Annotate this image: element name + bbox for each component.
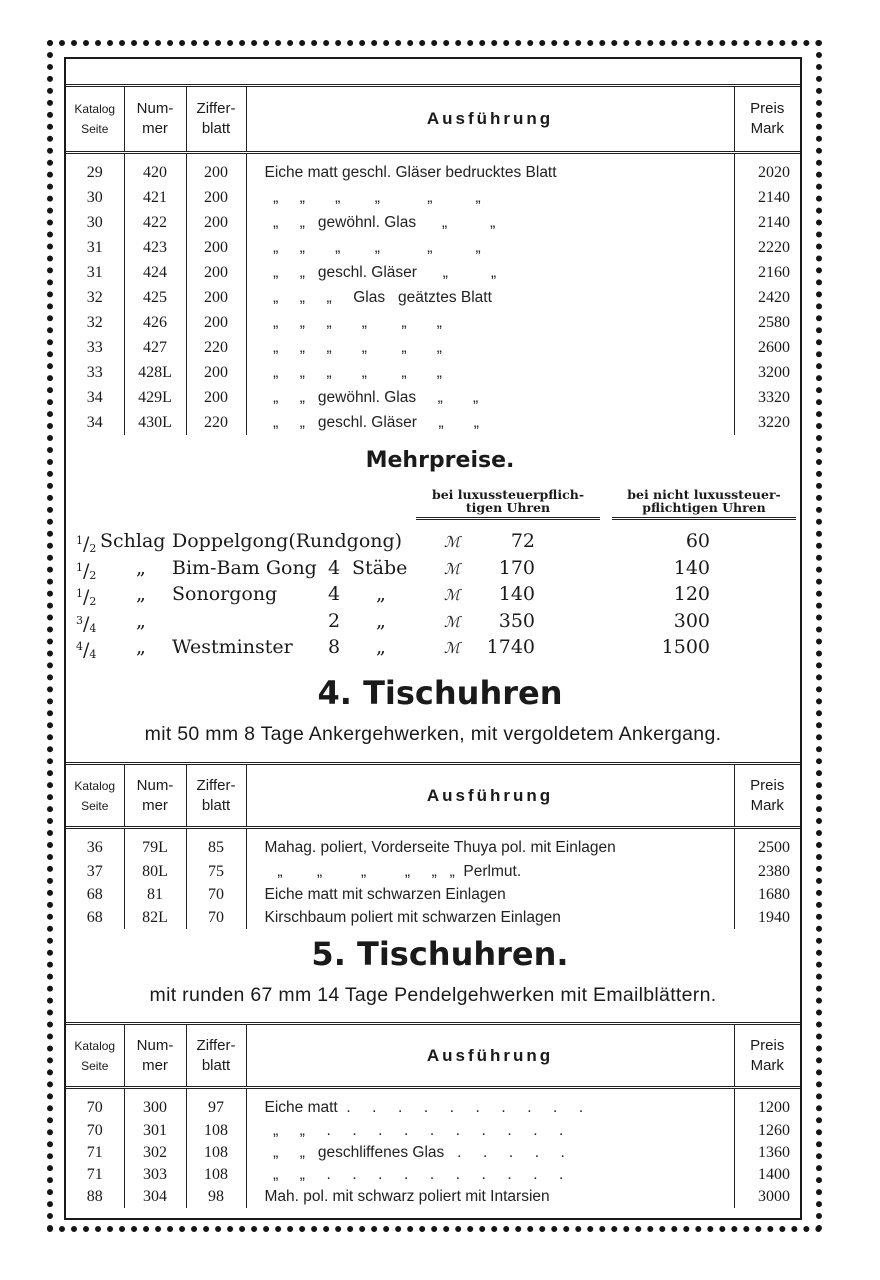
- nummer-cell: 301: [124, 1120, 186, 1142]
- ausfuehrung-cell: Mah. pol. mit schwarz poliert mit Intarsien: [246, 1186, 734, 1208]
- katalog-seite-cell: 36: [86, 839, 103, 856]
- price-luxury: 1740: [486, 636, 535, 658]
- zifferblatt-cell: 108: [186, 1120, 246, 1142]
- nummer-cell: 429L: [124, 385, 186, 410]
- table-row: [66, 1088, 800, 1121]
- ausfuehrung-cell: „ „ geschl. Gläser „ „: [246, 260, 734, 285]
- header-zifferblatt: Ziffer- blatt: [186, 764, 246, 828]
- price-non-luxury: 300: [673, 609, 710, 632]
- mehrpreise-row: [76, 555, 796, 581]
- katalog-seite-cell: 71: [86, 1144, 103, 1161]
- gong-unit: „: [376, 609, 386, 632]
- ausfuehrung-cell: „ „ „ „ „ „: [246, 235, 734, 260]
- header-katalog-seite: Katalog Seite: [66, 764, 124, 828]
- katalog-seite-cell: 33: [86, 364, 103, 381]
- price-luxury: 350: [498, 609, 535, 632]
- price-luxury: 170: [498, 556, 535, 579]
- katalog-seite-cell: 34: [86, 389, 103, 406]
- mehrpreise-col2-header: bei nicht luxussteuer- pflichtigen Uhren: [612, 488, 796, 520]
- header-preis-mark: Preis Mark: [734, 1024, 800, 1088]
- ausfuehrung-cell: „ „ „ „ „ „: [246, 185, 734, 210]
- price-luxury: 140: [498, 583, 535, 605]
- header-nummer: Num- mer: [124, 764, 186, 828]
- table-row: [66, 1120, 800, 1142]
- table-row: [66, 1164, 800, 1186]
- table-row: [66, 860, 800, 883]
- section-5-subtitle: mit runden 67 mm 14 Tage Pendelgehwerken mit Emailblättern.: [149, 984, 717, 1006]
- nummer-cell: 300: [124, 1088, 186, 1121]
- table-row: [66, 335, 800, 360]
- gong-unit: Stäbe: [352, 556, 408, 579]
- ausfuehrung-cell: „ „ gewöhnl. Glas „ „: [246, 385, 734, 410]
- ausfuehrung-cell: Eiche matt . . . . . . . . . .: [246, 1088, 734, 1121]
- preis-cell: 1200: [734, 1088, 800, 1121]
- section-5-title: 5. Tischuhren.: [311, 935, 569, 973]
- nummer-cell: 421: [124, 185, 186, 210]
- schlag-type: Schlag: [100, 530, 166, 552]
- header-zifferblatt: Ziffer- blatt: [186, 86, 246, 153]
- preis-cell: 1360: [734, 1142, 800, 1164]
- gong-count: 8: [328, 636, 341, 658]
- zifferblatt-cell: 200: [186, 235, 246, 260]
- table-row: [66, 906, 800, 929]
- ditto-mark: „: [136, 636, 146, 658]
- zifferblatt-cell: 70: [186, 906, 246, 929]
- zifferblatt-cell: 200: [186, 185, 246, 210]
- ausfuehrung-cell: „ „ . . . . . . . . . .: [246, 1164, 734, 1186]
- table-row: [66, 210, 800, 235]
- ausfuehrung-cell: Eiche matt geschl. Gläser bedrucktes Blatt: [246, 153, 734, 186]
- ditto-mark: „: [136, 556, 146, 579]
- section-4-subtitle: mit 50 mm 8 Tage Ankergehwerken, mit vergoldetem Ankergang.: [144, 723, 722, 745]
- katalog-seite-cell: 71: [86, 1166, 103, 1183]
- mark-currency-icon: ℳ: [444, 559, 461, 578]
- ausfuehrung-cell: „ „ „ „ „ „: [246, 360, 734, 385]
- nummer-cell: 80L: [124, 860, 186, 883]
- nummer-cell: 420: [124, 153, 186, 186]
- fraction: $^3/_4$: [76, 612, 97, 635]
- zifferblatt-cell: 200: [186, 285, 246, 310]
- zifferblatt-cell: 200: [186, 153, 246, 186]
- header-katalog-seite: Katalog Seite: [66, 86, 124, 153]
- price-table-4: [66, 762, 800, 929]
- preis-cell: 1940: [734, 906, 800, 929]
- zifferblatt-cell: 200: [186, 260, 246, 285]
- preis-cell: 3000: [734, 1186, 800, 1208]
- zifferblatt-cell: 200: [186, 310, 246, 335]
- header-preis-mark: Preis Mark: [734, 764, 800, 828]
- table-row: [66, 235, 800, 260]
- header-nummer: Num- mer: [124, 1024, 186, 1088]
- gong-name: Doppelgong(Rundgong): [172, 530, 403, 552]
- nummer-cell: 304: [124, 1186, 186, 1208]
- preis-cell: 1680: [734, 883, 800, 906]
- price-non-luxury: 60: [685, 530, 710, 552]
- preis-cell: 2020: [734, 153, 800, 186]
- gong-unit: „: [376, 636, 386, 658]
- table-row: [66, 410, 800, 435]
- preis-cell: 2160: [734, 260, 800, 285]
- gong-name: Westminster: [172, 636, 293, 658]
- katalog-seite-cell: 32: [86, 289, 103, 306]
- ausfuehrung-cell: Kirschbaum poliert mit schwarzen Einlagen: [246, 906, 734, 929]
- nummer-cell: 302: [124, 1142, 186, 1164]
- table-row: [66, 185, 800, 210]
- nummer-cell: 425: [124, 285, 186, 310]
- zifferblatt-cell: 200: [186, 385, 246, 410]
- gong-count: 4: [328, 583, 341, 605]
- ausfuehrung-cell: Eiche matt mit schwarzen Einlagen: [246, 883, 734, 906]
- zifferblatt-cell: 98: [186, 1186, 246, 1208]
- header-katalog-seite: Katalog Seite: [66, 1024, 124, 1088]
- preis-cell: 1400: [734, 1164, 800, 1186]
- katalog-seite-cell: 30: [86, 214, 103, 231]
- mark-currency-icon: ℳ: [444, 612, 461, 631]
- ausfuehrung-cell: „ „ geschl. Gläser „ „: [246, 410, 734, 435]
- nummer-cell: 427: [124, 335, 186, 360]
- zifferblatt-cell: 220: [186, 410, 246, 435]
- price-luxury: 72: [510, 530, 535, 552]
- price-non-luxury: 140: [673, 556, 710, 579]
- zifferblatt-cell: 200: [186, 360, 246, 385]
- preis-cell: 1260: [734, 1120, 800, 1142]
- gong-unit: „: [376, 583, 386, 605]
- nummer-cell: 303: [124, 1164, 186, 1186]
- katalog-seite-cell: 33: [86, 339, 103, 356]
- table-row: [66, 828, 800, 861]
- ausfuehrung-cell: „ „ „ „ „ „: [246, 310, 734, 335]
- zifferblatt-cell: 108: [186, 1164, 246, 1186]
- preis-cell: 2140: [734, 185, 800, 210]
- nummer-cell: 82L: [124, 906, 186, 929]
- ditto-mark: „: [136, 583, 146, 605]
- katalog-seite-cell: 70: [86, 1099, 103, 1116]
- preis-cell: 2580: [734, 310, 800, 335]
- fraction: $^4/_4$: [76, 639, 97, 661]
- nummer-cell: 81: [124, 883, 186, 906]
- katalog-seite-cell: 29: [86, 164, 103, 181]
- mehrpreise-title: Mehrpreise.: [365, 448, 515, 473]
- price-non-luxury: 1500: [661, 636, 710, 658]
- preis-cell: 3220: [734, 410, 800, 435]
- table-row: [66, 310, 800, 335]
- nummer-cell: 422: [124, 210, 186, 235]
- nummer-cell: 430L: [124, 410, 186, 435]
- table-row: [66, 1142, 800, 1164]
- katalog-seite-cell: 68: [86, 886, 103, 903]
- nummer-cell: 424: [124, 260, 186, 285]
- nummer-cell: 426: [124, 310, 186, 335]
- header-ausfuehrung: Ausführung: [246, 1024, 734, 1088]
- header-nummer: Num- mer: [124, 86, 186, 153]
- preis-cell: 2380: [734, 860, 800, 883]
- mehrpreise-row: [76, 608, 796, 634]
- gong-name: Bim-Bam Gong: [172, 556, 317, 579]
- header-zifferblatt: Ziffer- blatt: [186, 1024, 246, 1088]
- ausfuehrung-cell: „ „ „ „ „ „ Perlmut.: [246, 860, 734, 883]
- katalog-seite-cell: 37: [86, 863, 103, 880]
- mehrpreise-row: [76, 634, 796, 660]
- mehrpreise-col1-header: bei luxussteuerpflich- tigen Uhren: [416, 488, 600, 520]
- gong-count: 4: [328, 556, 341, 579]
- fraction: $^1/_2$: [76, 586, 97, 608]
- zifferblatt-cell: 200: [186, 210, 246, 235]
- zifferblatt-cell: 75: [186, 860, 246, 883]
- zifferblatt-cell: 70: [186, 883, 246, 906]
- table-row: [66, 385, 800, 410]
- preis-cell: 2140: [734, 210, 800, 235]
- zifferblatt-cell: 97: [186, 1088, 246, 1121]
- ditto-mark: „: [136, 609, 146, 632]
- katalog-seite-cell: 32: [86, 314, 103, 331]
- mark-currency-icon: ℳ: [444, 533, 461, 551]
- table-row: [66, 260, 800, 285]
- mark-currency-icon: ℳ: [444, 639, 461, 657]
- table-row: [66, 883, 800, 906]
- mehrpreise-row: [76, 581, 796, 607]
- katalog-seite-cell: 30: [86, 189, 103, 206]
- price-table-1: [66, 84, 800, 435]
- zifferblatt-cell: 108: [186, 1142, 246, 1164]
- price-non-luxury: 120: [673, 583, 710, 605]
- ausfuehrung-cell: Mahag. poliert, Vorderseite Thuya pol. mit Einlagen: [246, 828, 734, 861]
- table-row: [66, 1186, 800, 1208]
- ausfuehrung-cell: „ „ „ „ „ „: [246, 335, 734, 360]
- katalog-seite-cell: 88: [86, 1188, 103, 1205]
- preis-cell: 2220: [734, 235, 800, 260]
- fraction: $^1/_2$: [76, 533, 97, 555]
- preis-cell: 3200: [734, 360, 800, 385]
- price-table-5: [66, 1022, 800, 1208]
- katalog-seite-cell: 70: [86, 1122, 103, 1139]
- nummer-cell: 428L: [124, 360, 186, 385]
- fraction: $^1/_2$: [76, 559, 97, 582]
- gong-name: Sonorgong: [172, 583, 278, 605]
- preis-cell: 2600: [734, 335, 800, 360]
- zifferblatt-cell: 85: [186, 828, 246, 861]
- table-row: [66, 360, 800, 385]
- table-row: [66, 285, 800, 310]
- preis-cell: 3320: [734, 385, 800, 410]
- section-4-title: 4. Tischuhren: [317, 674, 563, 712]
- nummer-cell: 79L: [124, 828, 186, 861]
- header-ausfuehrung: Ausführung: [246, 764, 734, 828]
- header-preis-mark: Preis Mark: [734, 86, 800, 153]
- header-ausfuehrung: Ausführung: [246, 86, 734, 153]
- ausfuehrung-cell: „ „ „ Glas geätztes Blatt: [246, 285, 734, 310]
- gong-count: 2: [328, 609, 341, 632]
- nummer-cell: 423: [124, 235, 186, 260]
- preis-cell: 2500: [734, 828, 800, 861]
- katalog-seite-cell: 31: [86, 264, 103, 281]
- katalog-seite-cell: 68: [86, 909, 103, 926]
- katalog-seite-cell: 31: [86, 239, 103, 256]
- ausfuehrung-cell: „ „ gewöhnl. Glas „ „: [246, 210, 734, 235]
- zifferblatt-cell: 220: [186, 335, 246, 360]
- preis-cell: 2420: [734, 285, 800, 310]
- table-row: [66, 153, 800, 186]
- mark-currency-icon: ℳ: [444, 586, 461, 604]
- katalog-seite-cell: 34: [86, 414, 103, 431]
- ausfuehrung-cell: „ „ . . . . . . . . . .: [246, 1120, 734, 1142]
- ausfuehrung-cell: „ „ geschliffenes Glas . . . . .: [246, 1142, 734, 1164]
- mehrpreise-row: [76, 528, 796, 554]
